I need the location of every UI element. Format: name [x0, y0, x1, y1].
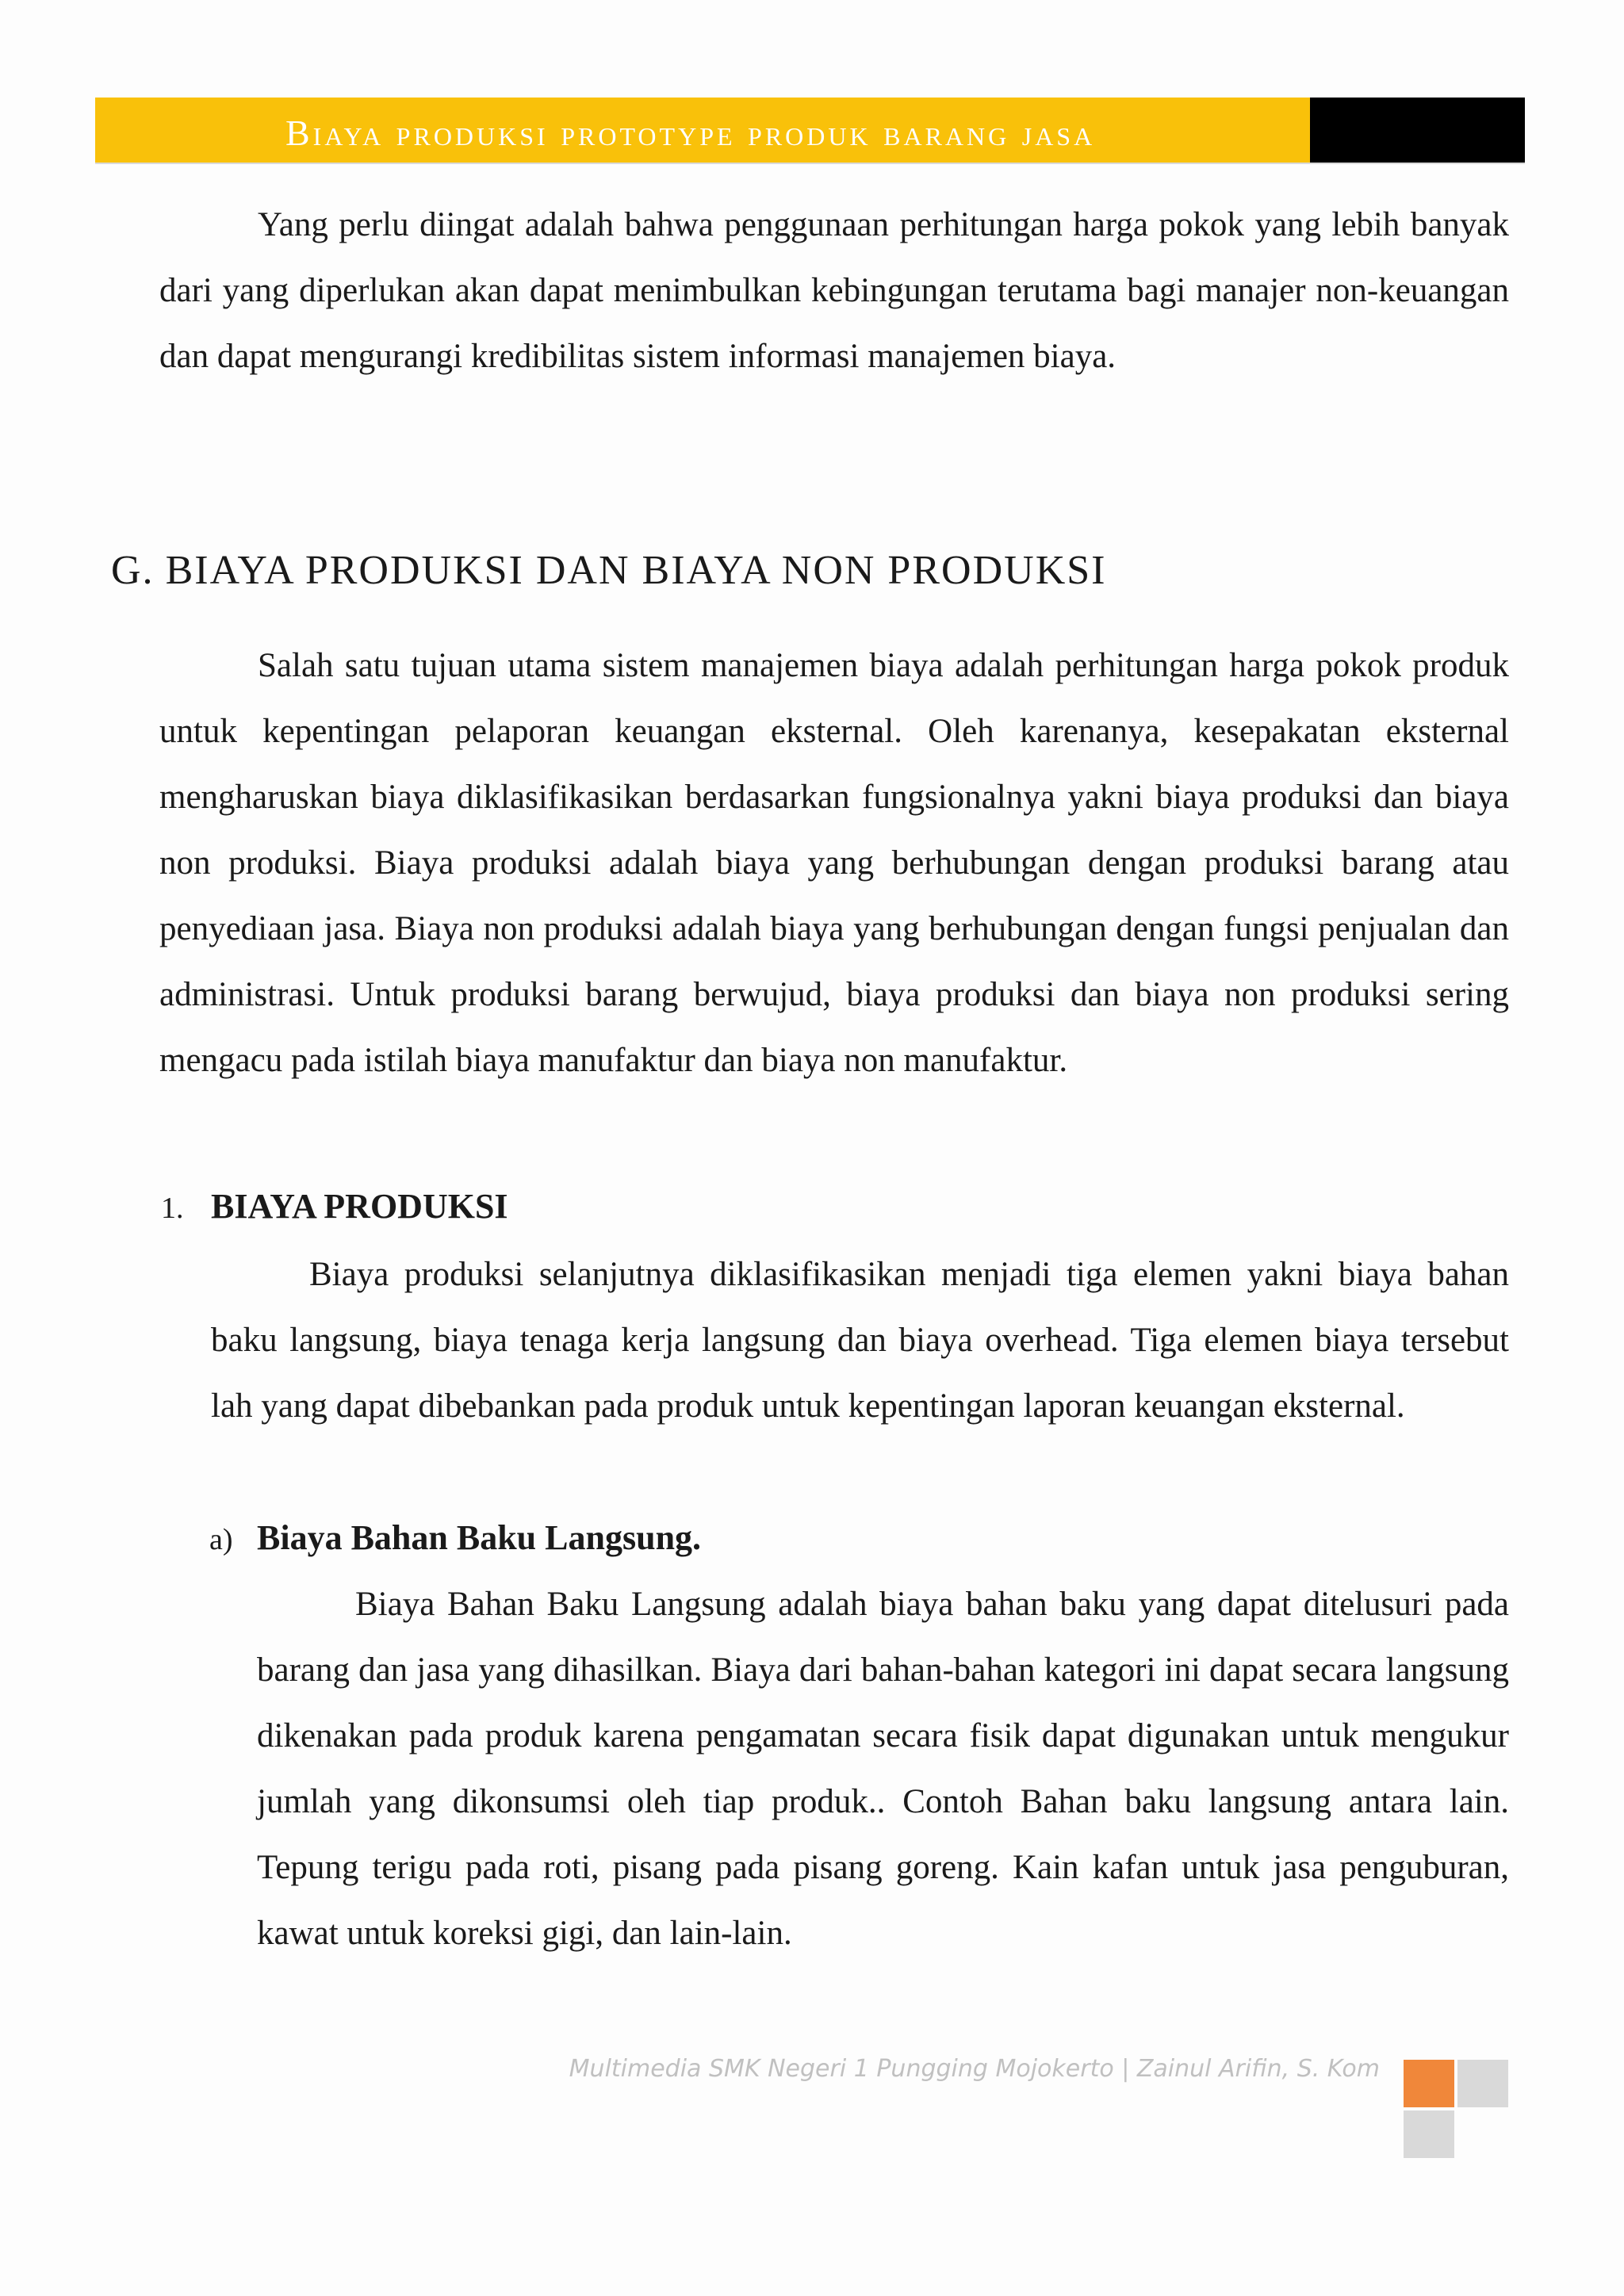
section-title: BIAYA PRODUKSI DAN BIAYA NON PRODUKSI [165, 548, 1107, 593]
header-black-block [1310, 98, 1525, 163]
section-heading [111, 547, 1459, 603]
footer-grey-square-lower [1404, 2110, 1454, 2158]
footer-orange-square [1404, 2060, 1454, 2107]
sub-subsection-paragraph: Biaya Bahan Baku Langsung adalah biaya bahan baku yang dapat ditelusuri pada barang dan jasa yang dihasilkan. Biaya dari bahan-bahan kategori ini dapat secara langsung dikenakan pada produk karena pengamatan secara fisik dapat digunakan untuk mengukur jumlah yang dikonsumsi oleh tiap produk.. Contoh Bahan baku langsung antara lain. Tepung terigu pada roti, pisang pada pisang goreng. Kain kafan untuk jasa penguburan, kawat untuk koreksi gigi, dan lain-lain. [257, 1586, 1509, 1952]
sub-subsection-title: Biaya Bahan Baku Langsung. [257, 1518, 702, 1557]
section-letter: G. [111, 548, 155, 593]
subsection-title: BIAYA PRODUKSI [211, 1187, 508, 1226]
header-title: Biaya produksi prototype produk barang jasa [285, 113, 1096, 153]
footer-grey-square [1457, 2060, 1508, 2107]
intro-paragraph: Yang perlu diingat adalah bahwa penggunaan perhitungan harga pokok yang lebih banyak dari yang diperlukan akan dapat menimbulkan kebingungan terutama bagi manajer non-keuangan dan dapat mengurangi kredibilitas sistem informasi manajemen biaya. [159, 206, 1509, 375]
section-paragraph: Salah satu tujuan utama sistem manajemen biaya adalah perhitungan harga pokok produk untuk kepentingan pelaporan keuangan eksternal. Oleh karenanya, kesepakatan eksternal mengharuskan biaya diklasifikasikan berdasarkan fungsionalnya yakni biaya produksi dan biaya non produksi. Biaya produksi adalah biaya yang berhubungan dengan produksi barang atau penyediaan jasa. Biaya non produksi adalah biaya yang berhubungan dengan fungsi penjualan dan administrasi. Untuk produksi barang berwujud, biaya produksi dan biaya non produksi sering mengacu pada istilah biaya manufaktur dan biaya non manufaktur. [159, 647, 1509, 1079]
subsection-paragraph: Biaya produksi selanjutnya diklasifikasikan menjadi tiga elemen yakni biaya bahan baku langsung, biaya tenaga kerja langsung dan biaya overhead. Tiga elemen biaya tersebut lah yang dapat dibebankan pada produk untuk kepentingan laporan keuangan eksternal. [211, 1256, 1509, 1425]
header-rule [95, 163, 1525, 164]
subsection-number: 1. [161, 1192, 184, 1225]
footer-text: Multimedia SMK Negeri 1 Pungging Mojokerto | Zainul Arifin, S. Kom [569, 2055, 1380, 2083]
sub-subsection-number: a) [209, 1523, 233, 1556]
